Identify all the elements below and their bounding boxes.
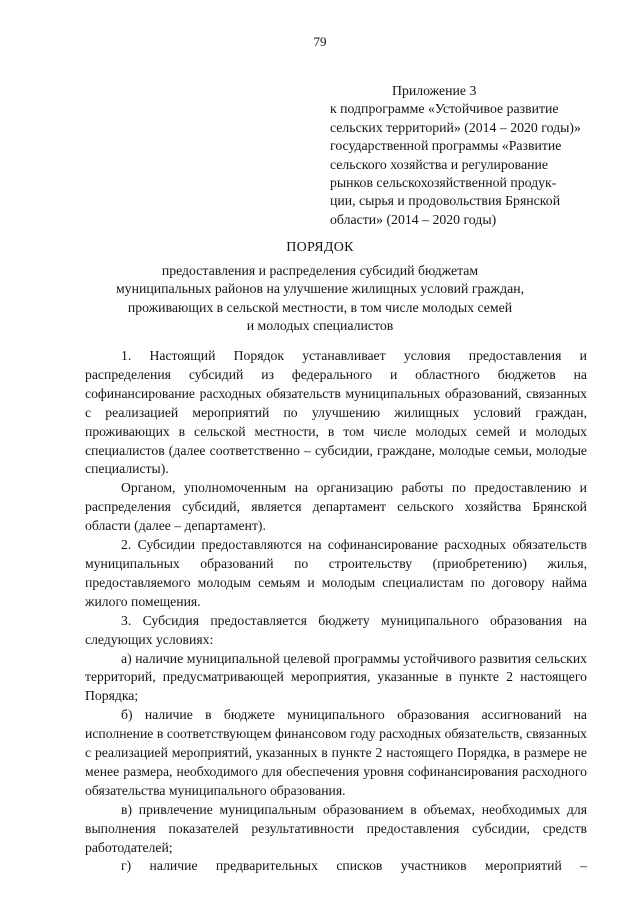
appendix-line: сельского хозяйства и регулирование <box>330 156 549 172</box>
subtitle-line: предоставления и распределения субсидий бюджетам <box>161 263 479 278</box>
appendix-line: государственной программы «Развитие <box>330 138 562 154</box>
document-subtitle <box>60 262 580 336</box>
paragraph-2: 2. Субсидии предоставляются на софинансирование расходных обязательств муниципальных образований по строительству (приобретению) жилья, предоставляемого молодым семьям и молодым специалистам по договору найма жилого помещения. <box>85 537 587 609</box>
appendix-line: области» (2014 – 2020 годы) <box>330 211 497 227</box>
document-body <box>85 347 587 876</box>
appendix-header <box>330 82 620 229</box>
paragraph-3b: б) наличие в бюджете муниципального образования ассигнований на исполнение в соответствующем финансовом году расходных обязательств, связанных с реализацией мероприятий, указанных в пункте 2 настоящего Порядка, в размере не менее размера, необходимого для обеспечения уровня софинансирования расходного обязательства муниципального образования. <box>85 707 587 798</box>
paragraph-authority: Органом, уполномоченным на организацию работы по предоставлению и распределения субсидий, является департамент сельского хозяйства Брянской области (далее – департамент). <box>85 480 587 534</box>
paragraph-3a: а) наличие муниципальной целевой программы устойчивого развития сельских территорий, предусматривающей мероприятия, указанные в пункте 2 настоящего Порядка; <box>85 650 587 704</box>
paragraph-1: 1. Настоящий Порядок устанавливает условия предоставления и распределения субсидий из федерального и областного бюджетов на софинансирование расходных обязательств муниципальных образований, связанных с реализацией мероприятий по улучшению жилищных условий граждан, проживающих в сельской местности, в том числе молодых семей и молодых специалистов (далее соответственно – субсидии, граждане, молодые семьи, молодые специалисты). <box>85 348 587 477</box>
subtitle-line: и молодых специалистов <box>246 318 394 334</box>
paragraph-3v: в) привлечение муниципальным образованием в объемах, необходимых для выполнения показателей результативности предоставления субсидии, средств работодателей; <box>85 801 587 855</box>
paragraph-3g: г) наличие предварительных списков участников мероприятий – <box>121 858 587 874</box>
appendix-line: сельских территорий» (2014 – 2020 годы)» <box>330 119 581 135</box>
appendix-line: Приложение 3 <box>392 83 477 98</box>
subtitle-line: муниципальных районов на улучшение жилищных условий граждан, <box>115 281 525 297</box>
appendix-line: к подпрограмме «Устойчивое развитие <box>330 101 559 117</box>
subtitle-line: проживающих в сельской местности, в том числе молодых семей <box>127 299 513 315</box>
appendix-line: ции, сырья и продовольствия Брянской <box>330 193 561 209</box>
page-number: 79 <box>313 34 327 49</box>
appendix-line: рынков сельскохозяйственной продук- <box>330 175 557 191</box>
document-title: ПОРЯДОК <box>286 240 354 255</box>
paragraph-3: 3. Субсидия предоставляется бюджету муниципального образования на следующих условиях: <box>85 612 587 647</box>
